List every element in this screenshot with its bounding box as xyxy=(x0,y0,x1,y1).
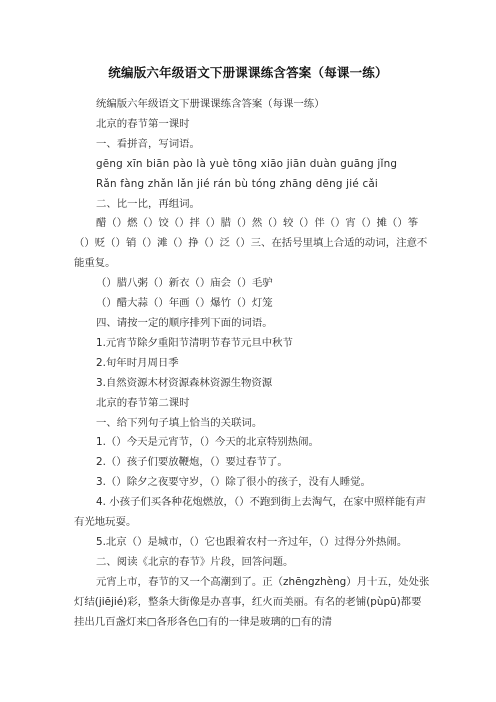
pinyin-line: Rǎn fàng zhǎn lǎn jié rán bù tóng zhāng dēng jié cǎi xyxy=(96,177,379,190)
document-title: 统编版六年级语文下册课课练含答案（每课一练） xyxy=(108,65,388,80)
section-heading: 二、阅读《北京的春节》片段，回答问题。 xyxy=(96,555,294,568)
exercise-line: 3.自然资源木材资源森林资源生物资源 xyxy=(96,376,273,389)
lesson-heading: 北京的春节第一课时 xyxy=(96,117,190,130)
exercise-paragraph: 醋（）燃（）饺（）拌（）腊（）然（）较（）伴（）宵（）摊（）筝（）贬（）销（）滩（）挣（）泛（）三、在括号里填上合适的动词，注意不能重复。 xyxy=(74,217,428,270)
section-heading: 一、看拼音，写词语。 xyxy=(96,137,200,150)
section-heading: 四、请按一定的顺序排列下面的词语。 xyxy=(96,316,273,329)
exercise-paragraph: 4. 小孩子们买各种花炮燃放，（）不跑到街上去淘气，在家中照样能有声有光地玩耍。 xyxy=(74,496,427,529)
exercise-line: 2.（）孩子们要放鞭炮，（）要过春节了。 xyxy=(96,456,288,469)
exercise-line: 2.旬年时月周日季 xyxy=(96,356,179,369)
section-heading: 一、给下列句子填上恰当的关联词。 xyxy=(96,416,263,429)
subtitle: 统编版六年级语文下册课课练含答案（每课一练） xyxy=(96,98,325,110)
section-heading: 二、比一比，再组词。 xyxy=(96,197,200,210)
document-body xyxy=(74,95,430,632)
reading-paragraph: 元宵上市，春节的又一个高潮到了。正（zhēngzhèng）月十五，处处张灯结(jiējié)彩，整条大街像是办喜事，红火而美丽。有名的老铺(pùpū)都要挂出几百盏灯来□各形各色□有的一律是玻璃的□有的清 xyxy=(74,575,430,628)
exercise-line: 3.（）除夕之夜要守岁，（）除了很小的孩子，没有人睡觉。 xyxy=(96,476,371,489)
exercise-line: （）醋大蒜（）年画（）爆竹（）灯笼 xyxy=(96,297,273,310)
exercise-line: 1.元宵节除夕重阳节清明节春节元旦中秋节 xyxy=(96,336,293,349)
pinyin-line: gēng xīn biān pào là yuè tōng xiāo jiān duàn guāng jǐng xyxy=(96,157,398,170)
exercise-paragraph: 5.北京（）是城市，（）它也跟着农村一齐过年，（）过得分外热闹。 xyxy=(96,535,408,548)
exercise-line: 1.（）今天是元宵节，（）今天的北京特别热闹。 xyxy=(96,436,319,449)
exercise-line: （）腊八粥（）新衣（）庙会（）毛驴 xyxy=(96,277,273,290)
lesson-heading: 北京的春节第二课时 xyxy=(96,396,190,409)
